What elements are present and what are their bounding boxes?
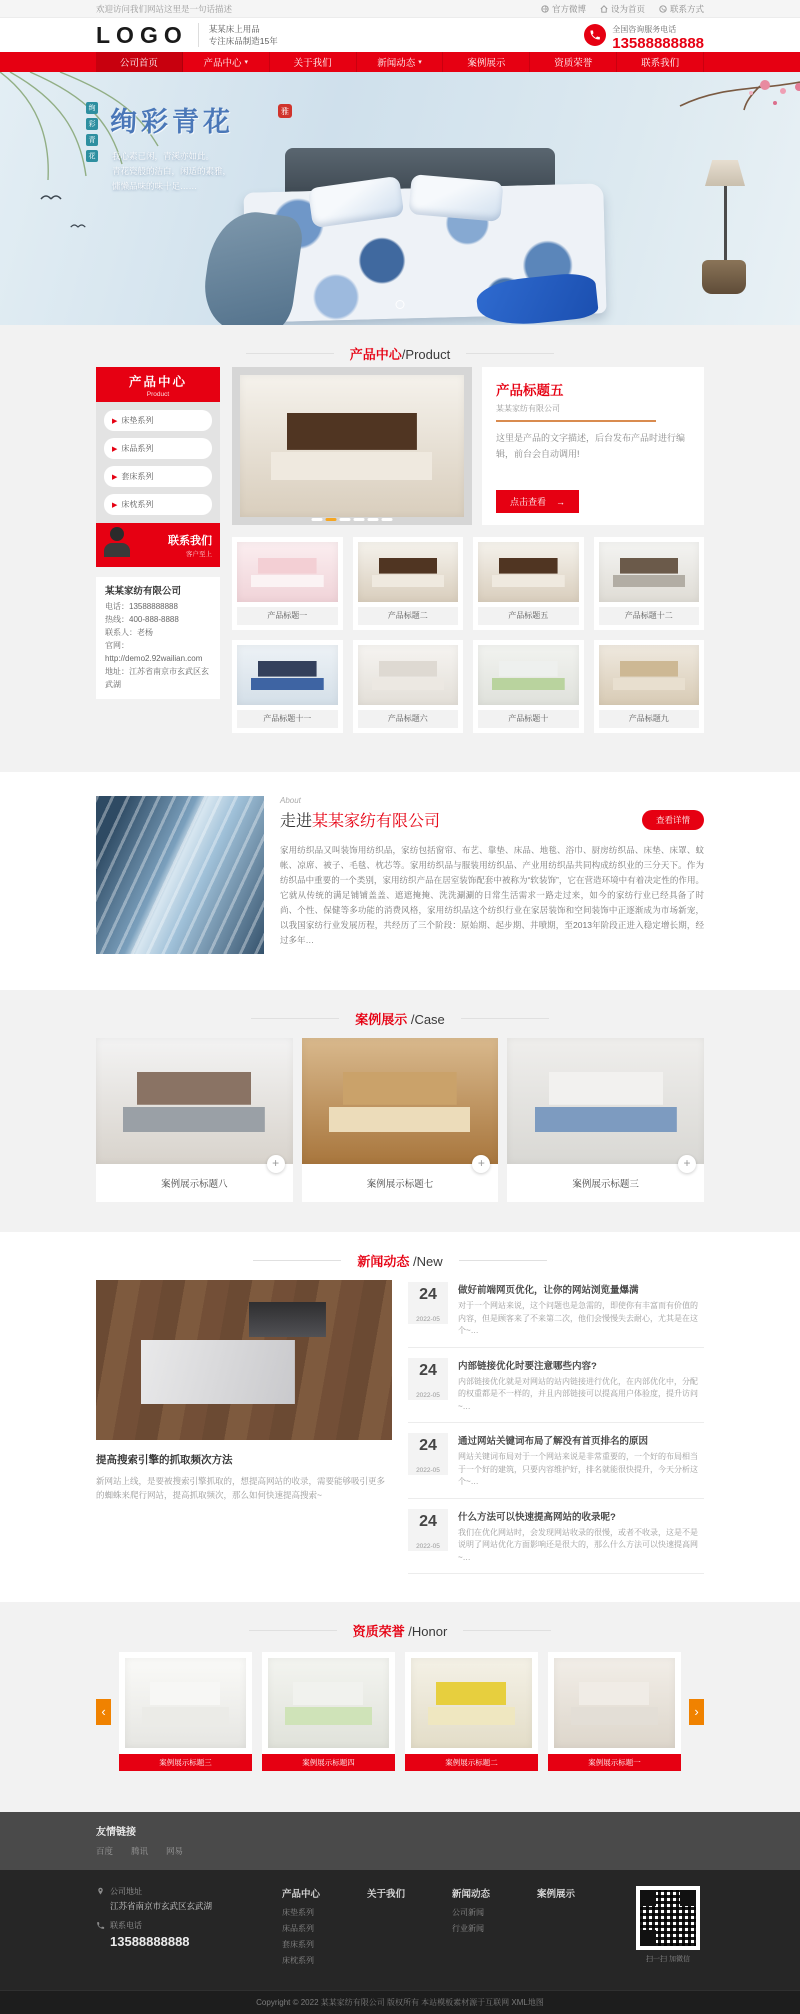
nav-item-news[interactable]: 新闻动态 ▾ [357,52,444,72]
product-photo [478,645,579,705]
plum-blossom-decoration [760,80,770,90]
carousel-indicator[interactable] [396,300,405,309]
news-date: 24 2022-05 [408,1282,448,1324]
contact-site-url[interactable]: http://demo2.92wailian.com [105,654,203,663]
honor-title: 案例展示标题一 [548,1754,681,1771]
news-item[interactable] [408,1423,704,1499]
arrow-right-icon: → [556,496,566,507]
case-card[interactable] [507,1038,704,1202]
weibo-icon [541,5,549,13]
footer-address: 江苏省南京市玄武区玄武湖 [110,1901,213,1911]
case-photo [507,1038,704,1170]
photo [240,375,464,517]
footer-col-cases: 案例展示 [537,1889,576,1900]
site-footer [0,1870,800,1990]
case-photo [302,1038,499,1170]
news-date: 24 2022-05 [408,1358,448,1400]
site-header [0,18,800,52]
contact-site-label: 官网： [105,641,129,650]
featured-news[interactable] [96,1280,392,1574]
footer-nav [282,1886,614,1971]
news-title: 什么方法可以快速提高网站的收录呢? [458,1511,616,1523]
product-photo [478,542,579,602]
products-section [0,325,800,772]
news-desc: 网站关键词布局对于一个网站来说是非常重要的，一个好的布局相当于一个好的建筑，只要内容维护好，排名就能很快提升，今天分析这个~… [458,1452,698,1486]
featured-news-desc: 新网站上线，是要被搜索引擎抓取的，想提高网站的收录，需要能够吸引更多的蜘蛛来爬行网站，提高抓取频次，那么如何快速提高搜索~ [96,1476,386,1500]
banner-stamp-column: 绚 彩 青 花 [86,102,98,162]
product-title: 产品标题六 [358,710,459,728]
cases-section [0,990,800,1232]
expand-plus-icon[interactable]: + [267,1155,285,1173]
case-title: 案例展示标题七 [366,1179,434,1190]
product-title: 产品标题五 [478,607,579,625]
nav-item-home[interactable]: 公司首页 [96,52,183,72]
honor-card[interactable] [405,1652,538,1771]
about-body: 家用纺织品又叫装饰用纺织品，家纺包括窗帘、布艺、靠垫、床品、地毯、浴巾、厨房纺织品、床垫、床罩、蚊帐、凉席、被子、毛毯、枕芯等。家用纺织品与服装用纺织品、产业用纺织品共同构成纺织业的三分天下。作为纺织品中重要的一个类别，家用纺织产品在居室装饰配套中被称为“软装饰”，它在营造环境中有着决定性的作用。它就从传统的满足铺铺盖盖、遮遮掩掩、洗洗涮涮的日常生活需求一路走过来，如今的家纺行业已经具备了时尚、个性、保健等多功能的消费风格，家用纺织品这个纺织行业在家居装饰和空间装饰中正逐渐成为市场新宠，以我国家纺行业发展历程，共经历了三个阶段：原始期、起步期、井喷期，至2013年阶段正进入稳定增长期，经过多年… [280,845,704,945]
hotline-phone-icon [584,24,606,46]
case-card[interactable] [302,1038,499,1202]
about-tag: About [280,796,301,805]
pillow-shape [408,174,503,222]
product-title: 产品标题二 [358,607,459,625]
news-item[interactable] [408,1499,704,1575]
featured-news-title: 提高搜索引擎的抓取频次方法 [96,1454,233,1466]
honor-title: 案例展示标题四 [262,1754,395,1771]
friend-link[interactable]: 腾讯 [131,1846,149,1856]
friend-links-title: 友情链接 [96,1827,136,1838]
banner-title: 绚彩青花 [110,107,234,137]
featured-carousel-dots [312,518,393,521]
footer-link[interactable]: 公司新闻 [452,1908,484,1917]
honor-photo [411,1658,532,1748]
utility-bar [0,0,800,18]
footer-col-news: 新闻动态 公司新闻 行业新闻 [452,1886,529,1971]
contact-hotline: 热线：400-888-8888 [105,615,179,624]
product-title: 产品标题十一 [237,710,338,728]
customer-service-avatar [102,527,132,567]
brand-slogan [198,23,278,47]
friend-link[interactable]: 网易 [166,1846,184,1856]
hero-banner [0,72,800,325]
featured-news-photo [96,1280,392,1440]
case-title: 案例展示标题八 [161,1179,228,1190]
footer-qr-block [632,1886,704,1971]
about-section [0,772,800,990]
footer-col-products: 产品中心 床垫系列 床品系列 套床系列 床枕系列 [282,1886,359,1971]
nav-item-about[interactable]: 关于我们 [270,52,357,72]
about-detail-button[interactable]: 查看详情 [642,810,704,830]
footer-link[interactable]: 床品系列 [282,1924,314,1933]
sidebar-contact-banner[interactable]: 联系我们 客户至上 [96,523,220,567]
qr-code [636,1886,700,1950]
news-section-title: 新闻动态 /New [0,1232,800,1274]
product-card[interactable] [594,640,705,733]
honor-card[interactable] [119,1652,252,1771]
product-card[interactable] [232,537,343,630]
plum-branch-decoration [650,76,800,116]
product-photo [237,542,338,602]
news-desc: 内部链接优化就是对网站的站内链接进行优化，在内部优化中，分配的权重都是不一样的，并且内部链接可以提高用户体验度，提升访问~… [458,1376,698,1411]
carousel-prev-button[interactable]: ‹ [96,1699,111,1725]
honor-photo [268,1658,389,1748]
footer-contact [96,1886,264,1971]
product-photo [599,645,700,705]
drape-shape [199,206,305,325]
category-pillow[interactable]: ▶ 床枕系列 [104,494,212,515]
news-item[interactable] [408,1280,704,1348]
product-photo [237,645,338,705]
banner-text-block [88,100,318,194]
bird-decoration [40,192,62,200]
main-nav [0,52,800,72]
contact-address: 地址：江苏省南京市玄武区玄武湖 [105,667,209,689]
product-card[interactable] [473,537,584,630]
news-date: 24 2022-05 [408,1433,448,1475]
footer-address-label: 公司地址 [110,1887,142,1896]
brand-tagline: 专注床品制造15年 [208,36,278,46]
footer-link[interactable]: 套床系列 [282,1940,314,1949]
featured-product-desc: 这里是产品的文字描述，后台发布产品时进行编辑，前台会自动调用! [496,433,686,459]
footer-link[interactable]: 床垫系列 [282,1908,314,1917]
nav-item-products[interactable]: 产品中心 ▾ [183,52,270,72]
logo[interactable]: LOGO [96,21,188,48]
case-card[interactable] [96,1038,293,1202]
phone-icon [659,5,667,13]
cases-section-title: 案例展示 /Case [0,990,800,1032]
case-title: 案例展示标题三 [572,1179,639,1190]
contact-person: 联系人：老杨 [105,628,153,637]
caret-right-icon: ▶ [112,501,118,509]
honor-title: 案例展示标题三 [119,1754,252,1771]
hotline-label: 全国咨询服务电话 [612,25,677,34]
footer-col-about: 关于我们 [367,1889,406,1900]
location-pin-icon [96,1887,105,1896]
set-home-link[interactable] [600,3,645,15]
expand-plus-icon[interactable]: + [472,1155,490,1173]
product-photo [358,645,459,705]
case-photo [96,1038,293,1170]
honor-card[interactable] [262,1652,395,1771]
contact-link-label: 联系方式 [669,3,704,14]
weibo-link[interactable] [541,3,586,15]
contact-card [96,577,220,699]
product-grid [232,537,704,733]
news-item[interactable] [408,1348,704,1424]
about-building-photo [96,796,264,954]
product-card[interactable] [353,537,464,630]
news-section [0,1232,800,1602]
footer-phone-label: 联系电话 [110,1921,142,1930]
about-title: 走进某某家纺有限公司 [280,813,441,830]
copyright-bar: Copyright © 2022 某某家纺有限公司 版权所有 本站模板素材源于互联网 XML地图 [0,1990,800,2014]
news-list [408,1280,704,1574]
floor-lamp-decoration [702,160,748,310]
caret-right-icon: ▶ [112,445,118,453]
news-title: 通过网站关键词布局了解没有首页排名的原因 [458,1436,649,1447]
featured-product [232,367,704,525]
friend-links-strip [0,1812,800,1870]
home-icon [600,5,608,13]
news-title: 做好前端网页优化，让你的网站浏览量爆满 [458,1285,639,1296]
product-title: 产品标题十 [478,710,579,728]
welcome-text: 欢迎访问我们网站这里是一句话描述 [96,3,233,14]
product-title: 产品标题一 [237,607,338,625]
contact-phone: 电话：13588888888 [105,602,178,611]
company-name: 某某家纺有限公司 [105,586,182,597]
expand-plus-icon[interactable]: + [678,1155,696,1173]
product-card[interactable] [473,640,584,733]
category-mattress[interactable]: ▶ 床垫系列 [104,410,212,431]
qr-caption: 扫一扫 加微信 [646,1956,690,1963]
product-sidebar [96,367,220,733]
category-bedding[interactable]: ▶ 床品系列 [104,438,212,459]
news-date: 24 2022-05 [408,1509,448,1551]
banner-poem: 我心素已闲，青溪亦如此。 青花瓷般的洁白，闲适的素雅， 慵懒品味的味十足…… [112,151,232,191]
caret-right-icon: ▶ [112,417,118,425]
product-photo [599,542,700,602]
sidebar-category-list [96,402,220,523]
contact-link[interactable] [659,3,704,15]
honor-carousel [119,1652,681,1771]
weibo-link-label: 官方微博 [551,3,586,14]
honor-photo [554,1658,675,1748]
honor-card[interactable] [548,1652,681,1771]
products-section-title: 产品中心/Product [0,325,800,367]
product-card[interactable] [594,537,705,630]
product-title: 产品标题九 [599,710,700,728]
red-seal-decoration: 雅 [278,104,292,118]
hotline-number: 13588888888 [612,35,704,52]
product-title: 产品标题十二 [599,607,700,625]
nav-item-contact[interactable]: 联系我们 [617,52,704,72]
sidebar-header: 产品中心 Product [96,367,220,402]
featured-product-photo[interactable] [232,367,472,525]
honor-photo [125,1658,246,1748]
nav-item-honor[interactable]: 资质荣誉 [530,52,617,72]
hotline [584,19,704,51]
friend-link[interactable]: 百度 [96,1846,114,1856]
featured-product-company: 某某家纺有限公司 [496,403,656,422]
view-product-button[interactable]: 点击查看 → [496,490,579,513]
category-bedset[interactable]: ▶ 套床系列 [104,466,212,487]
bird-decoration [70,222,86,228]
footer-link[interactable]: 床枕系列 [282,1956,314,1965]
product-card[interactable] [232,640,343,733]
honor-section [0,1602,800,1812]
brand-name: 某某床上用品 [208,24,260,34]
product-photo [358,542,459,602]
featured-product-title: 产品标题五 [496,383,564,398]
news-title: 内部链接优化时要注意哪些内容? [458,1360,597,1372]
footer-link[interactable]: 行业新闻 [452,1924,484,1933]
caret-right-icon: ▶ [112,473,118,481]
news-desc: 对于一个网站来说，这个问题也是急需的，即使你有丰富而有价值的内容，但是顾客来了不来第二次，他们会慢慢失去耐心，尤其是在这个~… [458,1301,698,1335]
honor-section-title: 资质荣誉 /Honor [0,1602,800,1644]
phone-icon [96,1921,105,1930]
carousel-next-button[interactable]: › [689,1699,704,1725]
footer-phone-number: 13588888888 [110,1934,190,1949]
nav-item-cases[interactable]: 案例展示 [443,52,530,72]
news-desc: 我们在优化网站时，会发现网站收录的很慢，或者不收录，这是不是说明了网站优化方面影响还是很大的，那么什么方法可以快速提高网~… [458,1527,698,1562]
set-home-link-label: 设为首页 [610,3,645,14]
honor-title: 案例展示标题二 [405,1754,538,1771]
featured-product-info [482,367,704,525]
product-card[interactable] [353,640,464,733]
